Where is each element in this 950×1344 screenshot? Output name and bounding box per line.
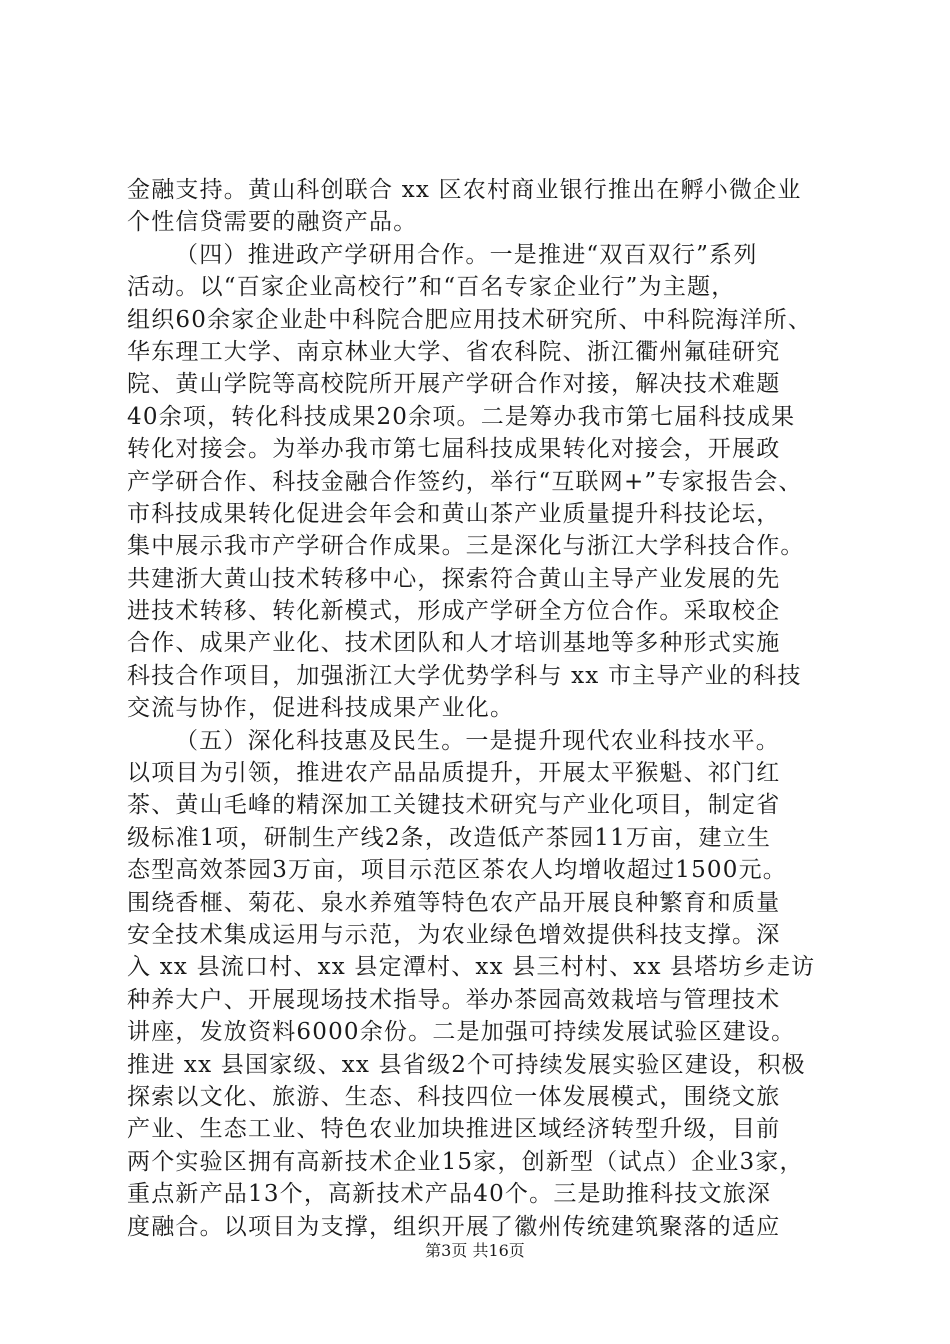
text-line: 产学研合作、科技金融合作签约，举行“互联网+”专家报告会、 [127,468,803,495]
text-line: 科技合作项目，加强浙江大学优势学科与 xx 市主导产业的科技 [127,662,802,689]
text-line: 茶、黄山毛峰的精深加工关键技术研究与产业化项目，制定省 [127,792,781,819]
text-line: 以项目为引领，推进农产品品质提升，开展太平猴魁、祁门红 [127,760,781,787]
text-line: 共建浙大黄山技术转移中心，探索符合黄山主导产业发展的先 [127,565,781,592]
text-line: 度融合。以项目为支撑，组织开展了徽州传统建筑聚落的适应 [127,1213,781,1240]
body-text [127,174,847,1243]
text-line: 集中展示我市产学研合作成果。三是深化与浙江大学科技合作。 [127,533,805,560]
section-heading-line: （五）深化科技惠及民生。一是提升现代农业科技水平。 [175,727,780,754]
text-line: 级标准1项，研制生产线2条，改造低产茶园11万亩，建立生 [127,824,772,851]
section-heading-line: （四）推进政产学研用合作。一是推进“双百双行”系列 [175,241,758,268]
text-line: 围绕香榧、菊花、泉水养殖等特色农产品开展良种繁育和质量 [127,889,781,916]
text-line: 转化对接会。为举办我市第七届科技成果转化对接会，开展政 [127,436,781,463]
text-line: 重点新产品13个，高新技术产品40个。三是助推科技文旅深 [127,1181,772,1208]
text-line: 入 xx 县流口村、xx 县定潭村、xx 县三村村、xx 县塔坊乡走访 [127,954,816,981]
page-number-footer: 第3页 共16页 [425,1241,525,1260]
text-line: 两个实验区拥有高新技术企业15家，创新型（试点）企业3家， [127,1148,804,1175]
text-line: 种养大户、开展现场技术指导。举办茶园高效栽培与管理技术 [127,986,781,1013]
text-line: 华东理工大学、南京林业大学、省农科院、浙江衢州氟硅研究 [127,338,781,365]
text-line: 推进 xx 县国家级、xx 县省级2个可持续发展实验区建设，积极 [127,1051,806,1078]
text-line: 安全技术集成运用与示范，为农业绿色增效提供科技支撑。深 [127,921,781,948]
text-line: 组织60余家企业赴中科院合肥应用技术研究所、中科院海洋所、 [127,306,813,333]
text-line: 态型高效茶园3万亩，项目示范区茶农人均增收超过1500元。 [127,857,787,884]
text-line: 讲座，发放资料6000余份。二是加强可持续发展试验区建设。 [127,1019,796,1046]
text-line: 个性信贷需要的融资产品。 [127,209,418,236]
text-line: 市科技成果转化促进会年会和黄山茶产业质量提升科技论坛， [127,500,781,527]
text-line: 探索以文化、旅游、生态、科技四位一体发展模式，围绕文旅 [127,1083,781,1110]
text-line: 进技术转移、转化新模式，形成产学研全方位合作。采取校企 [127,598,781,625]
text-line: 交流与协作，促进科技成果产业化。 [127,695,515,722]
text-line: 院、黄山学院等高校院所开展产学研合作对接，解决技术难题 [127,371,781,398]
text-line: 金融支持。黄山科创联合 xx 区农村商业银行推出在孵小微企业 [127,177,802,203]
text-line: 活动。以“百家企业高校行”和“百名专家企业行”为主题， [127,274,736,301]
text-line: 40余项，转化科技成果20余项。二是筹办我市第七届科技成果 [127,403,796,430]
text-line: 产业、生态工业、特色农业加块推进区域经济转型升级，目前 [127,1116,781,1143]
text-line: 合作、成果产业化、技术团队和人才培训基地等多种形式实施 [127,630,781,657]
